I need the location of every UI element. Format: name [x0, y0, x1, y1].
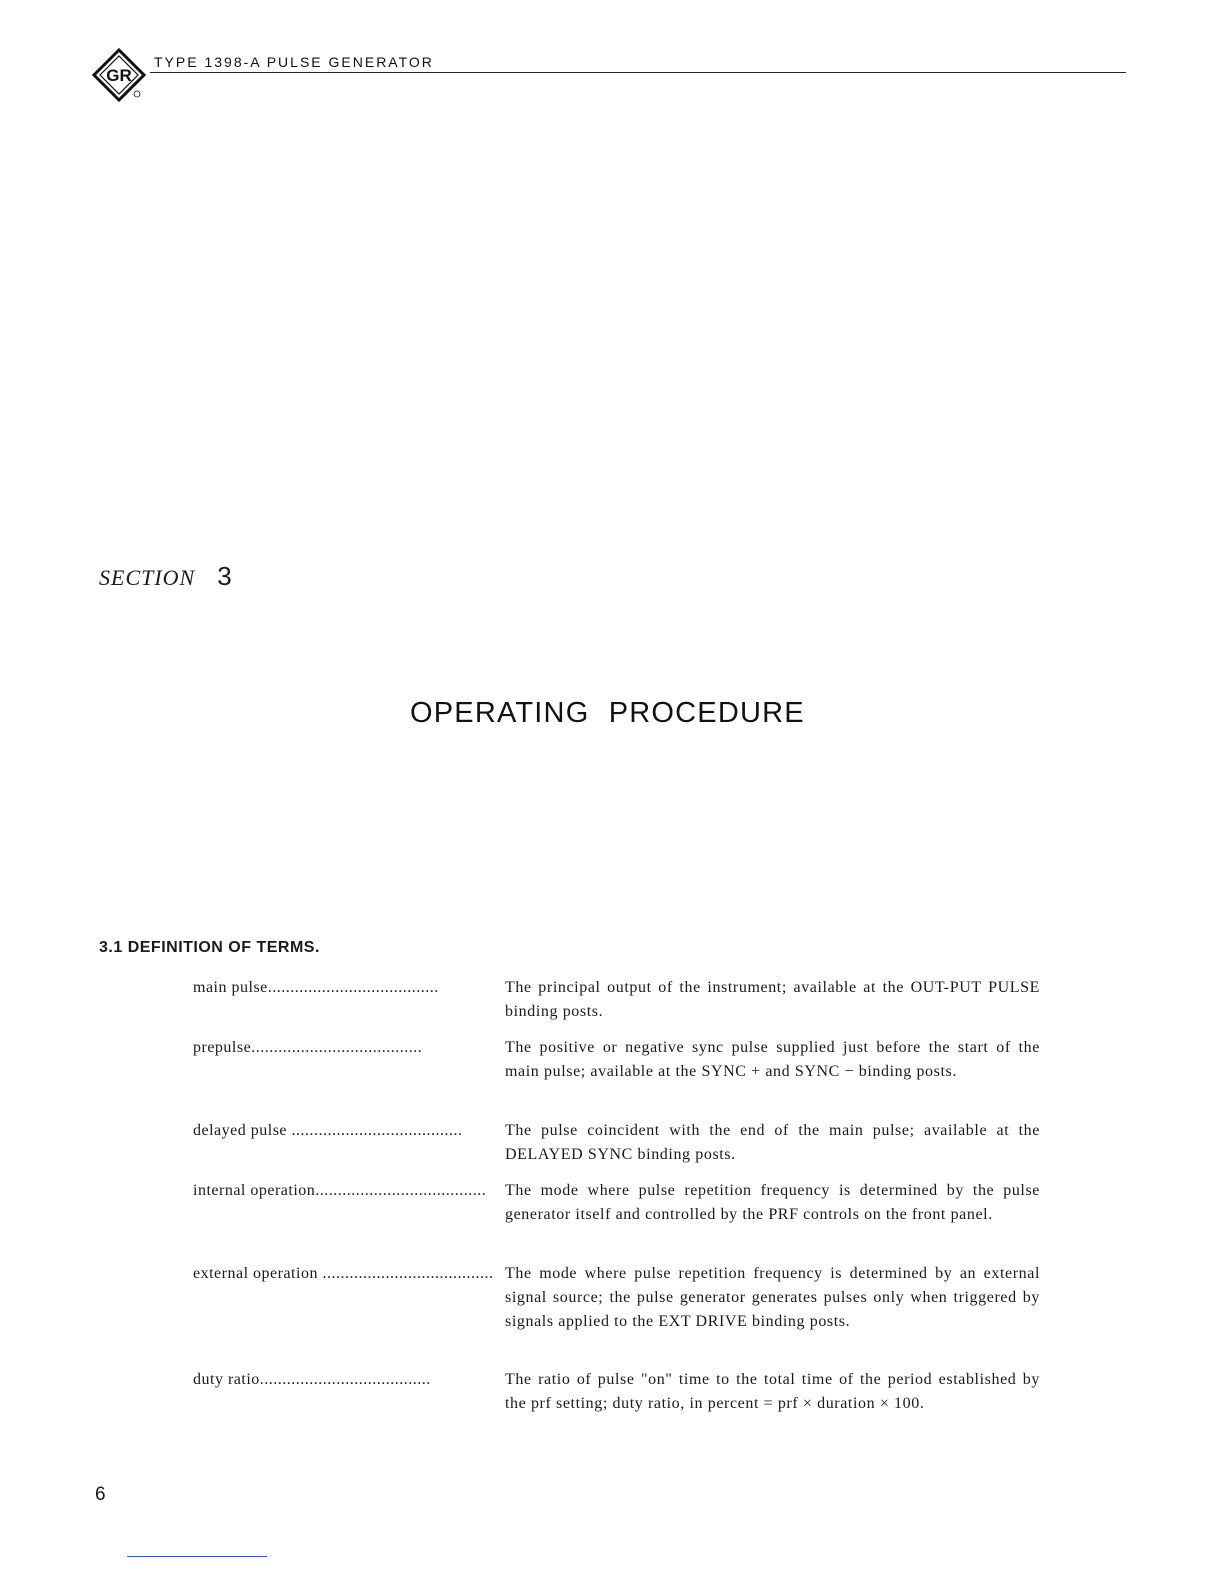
section-word: SECTION [99, 565, 196, 590]
term-name: prepulse...................................... [193, 1039, 423, 1056]
term-name: delayed pulse ...................................... [193, 1122, 463, 1139]
term-external-operation [193, 1262, 1048, 1334]
term-internal-operation [193, 1179, 1048, 1227]
term-name: main pulse...................................... [193, 979, 439, 996]
term-name: external operation ...................................... [193, 1265, 494, 1282]
section-label [99, 561, 232, 592]
logo-text: GR [106, 66, 132, 85]
header-rule [150, 72, 1126, 73]
term-delayed-pulse [193, 1119, 1048, 1167]
term-definition: The principal output of the instrument; available at the OUT-PUT PULSE binding posts. [505, 979, 1040, 1020]
section-number: 3 [217, 561, 232, 591]
subheading-definition-of-terms: 3.1 DEFINITION OF TERMS. [99, 939, 320, 956]
footer-rule [127, 1556, 267, 1557]
page-number: 6 [95, 1484, 106, 1505]
term-definition: The mode where pulse repetition frequency is determined by the pulse generator itself and controlled by the PRF controls on the front panel. [505, 1182, 1040, 1223]
term-definition: The positive or negative sync pulse supplied just before the start of the main pulse; available at the SYNC + and SYNC − binding posts. [505, 1039, 1040, 1080]
page-title: OPERATING PROCEDURE [410, 697, 805, 729]
term-definition: The ratio of pulse "on" time to the total time of the period established by the prf setting; duty ratio, in percent = prf × duration × 100. [505, 1371, 1040, 1412]
term-name: duty ratio...................................... [193, 1371, 431, 1388]
page-header [92, 48, 1126, 104]
term-main-pulse [193, 976, 1048, 1024]
term-duty-ratio [193, 1368, 1048, 1416]
header-title: TYPE 1398-A PULSE GENERATOR [154, 54, 434, 70]
term-definition: The pulse coincident with the end of the main pulse; available at the DELAYED SYNC binding posts. [505, 1122, 1040, 1163]
term-name: internal operation...................................... [193, 1182, 487, 1199]
term-prepulse [193, 1036, 1048, 1084]
gr-logo-icon [92, 48, 146, 102]
term-definition: The mode where pulse repetition frequency is determined by an external signal source; the pulse generator generates pulses only when triggered by signals applied to the EXT DRIVE binding posts. [505, 1265, 1040, 1330]
